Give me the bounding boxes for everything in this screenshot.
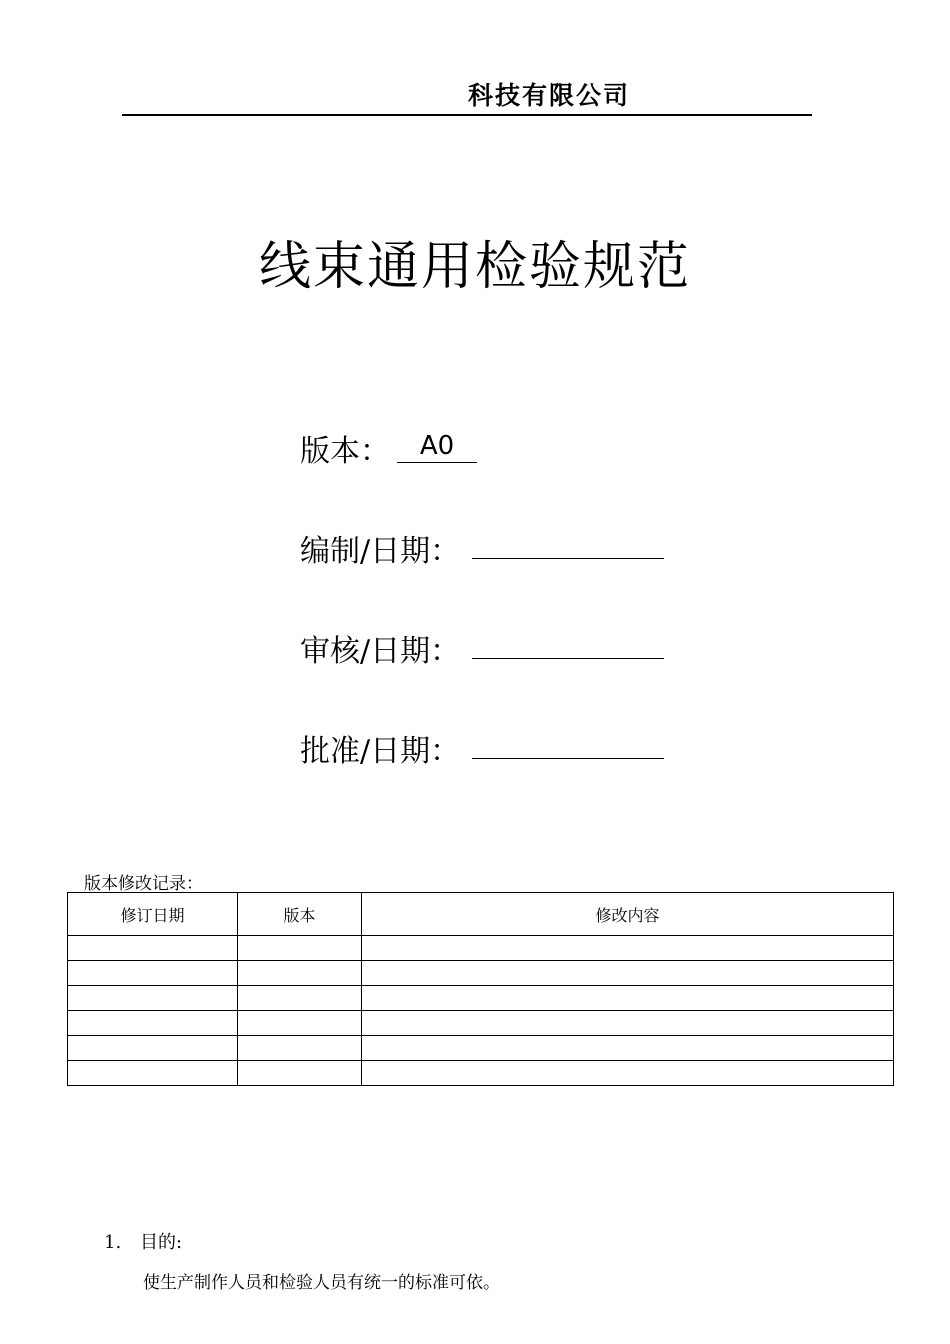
table-cell (238, 1036, 362, 1061)
table-row (68, 1061, 894, 1086)
version-field (300, 426, 390, 470)
approved-field (300, 726, 460, 770)
header-divider (122, 114, 812, 116)
column-header-version: 版本 (238, 893, 362, 936)
table-cell (362, 1061, 894, 1086)
document-title: 线束通用检验规范 (258, 237, 691, 297)
table-cell (68, 936, 238, 961)
table-row (68, 1011, 894, 1036)
table-cell (238, 936, 362, 961)
table-row (68, 986, 894, 1011)
table-cell (68, 961, 238, 986)
approved-label: 批准/日期： (300, 734, 461, 769)
table-cell (68, 1011, 238, 1036)
section-number: 1. (104, 1232, 122, 1253)
section-title: 目的: (140, 1232, 183, 1253)
version-value: A0 (397, 430, 477, 463)
table-cell (362, 986, 894, 1011)
table-cell (238, 961, 362, 986)
table-row (68, 1036, 894, 1061)
table-cell (362, 961, 894, 986)
column-header-revision-content: 修改内容 (362, 893, 894, 936)
table-header-row (68, 893, 894, 936)
prepared-field (300, 526, 460, 570)
table-row (68, 936, 894, 961)
approved-blank-line (472, 758, 664, 759)
table-cell (68, 1036, 238, 1061)
table-cell (68, 1061, 238, 1086)
table-cell (238, 1011, 362, 1036)
prepared-label: 编制/日期： (300, 534, 461, 569)
table-cell (238, 986, 362, 1011)
version-label: 版本： (300, 434, 390, 469)
section-body-purpose: 使生产制作人员和检验人员有统一的标准可依。 (143, 1273, 500, 1293)
table-cell (68, 986, 238, 1011)
prepared-blank-line (472, 558, 664, 559)
reviewed-blank-line (472, 658, 664, 659)
reviewed-field (300, 626, 460, 670)
revision-record-caption: 版本修改记录： (84, 874, 203, 894)
reviewed-label: 审核/日期： (300, 634, 461, 669)
column-header-revision-date: 修订日期 (68, 893, 238, 936)
company-name: 科技有限公司 (468, 81, 631, 110)
table-cell (362, 936, 894, 961)
table-cell (362, 1011, 894, 1036)
table-cell (238, 1061, 362, 1086)
section-heading-purpose (104, 1228, 182, 1254)
table-cell (362, 1036, 894, 1061)
table-row (68, 961, 894, 986)
revision-record-table (67, 892, 894, 1086)
